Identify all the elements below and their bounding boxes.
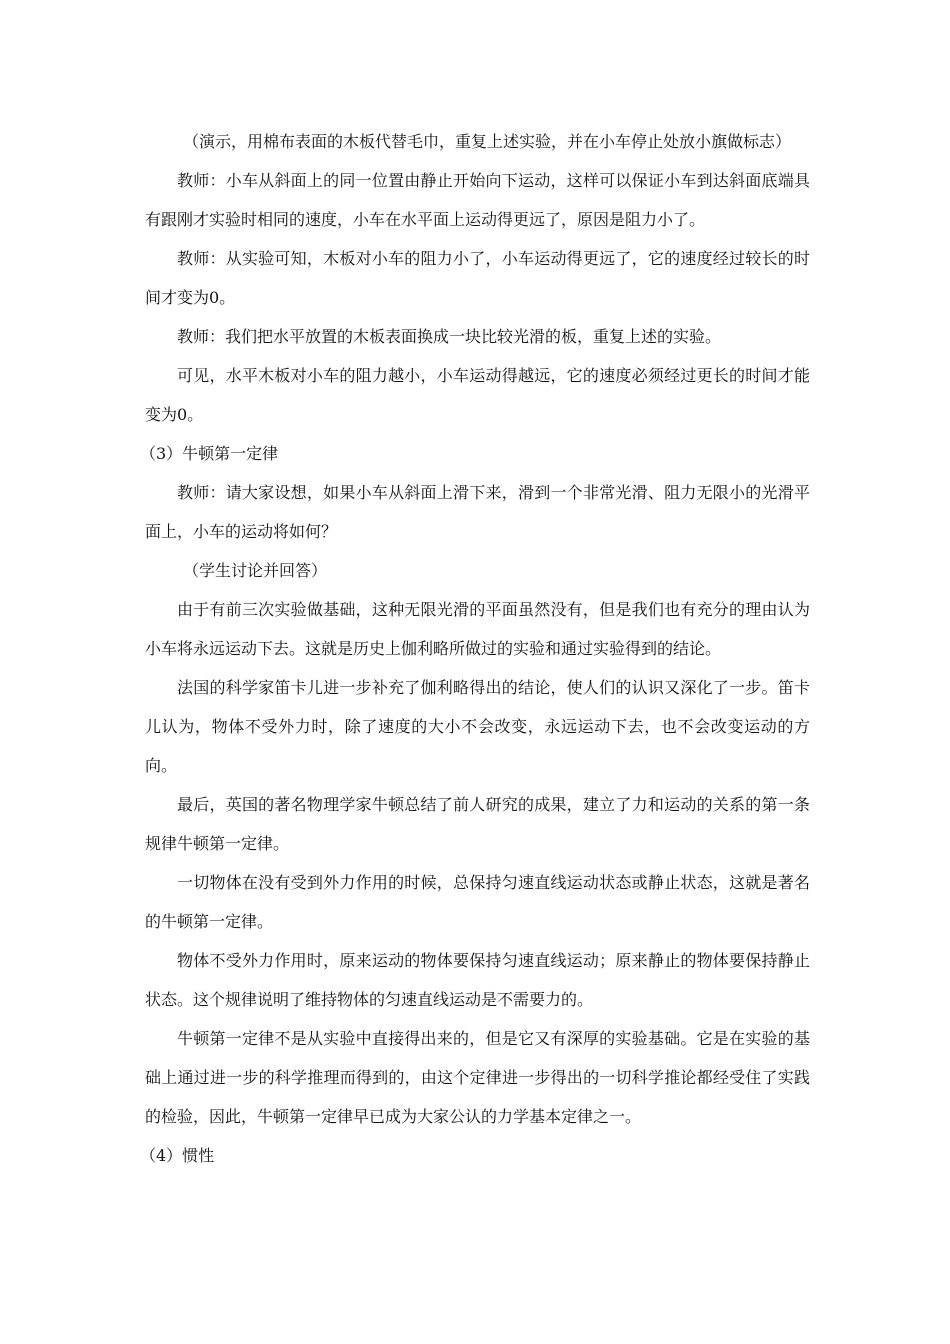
paragraph-galileo: 由于有前三次实验做基础，这种无限光滑的平面虽然没有，但是我们也有充分的理由认为小车将永远运动下去。这就是历史上伽利略所做过的实验和通过实验得到的结论。 (145, 600, 810, 658)
section-heading-newton-first-law: （3）牛顿第一定律 (140, 444, 279, 463)
paragraph-teacher-smooth-board: 教师：我们把水平放置的木板表面换成一块比较光滑的板，重复上述的实验。 (177, 327, 722, 346)
paragraph-descartes: 法国的科学家笛卡儿进一步补充了伽利略得出的结论，使人们的认识又深化了一步。笛卡儿认为，物体不受外力时，除了速度的大小不会改变，永远运动下去，也不会改变运动的方向。 (145, 678, 810, 775)
paragraph-conclusion-resistance: 可见，水平木板对小车的阻力越小，小车运动得越远，它的速度必须经过更长的时间才能变为0。 (145, 366, 810, 424)
paragraph-law-basis: 牛顿第一定律不是从实验中直接得出来的，但是它又有深厚的实验基础。它是在实验的基础上通过进一步的科学推理而得到的，由这个定律进一步得出的一切科学推论都经受住了实践的检验，因此，牛顿第一定律早已成为大家公认的力学基本定律之一。 (145, 1029, 810, 1126)
paragraph-law-statement: 一切物体在没有受到外力作用的时候，总保持匀速直线运动状态或静止状态，这就是著名的牛顿第一定律。 (145, 873, 810, 931)
document-body (140, 122, 810, 1175)
paragraph-teacher-imagine: 教师：请大家设想，如果小车从斜面上滑下来，滑到一个非常光滑、阻力无限小的光滑平面上，小车的运动将如何？ (145, 483, 810, 541)
paragraph-teacher-less-resistance: 教师：从实验可知，木板对小车的阻力小了，小车运动得更远了，它的速度经过较长的时间才变为0。 (145, 249, 810, 307)
paragraph-teacher-same-speed: 教师：小车从斜面上的同一位置由静止开始向下运动，这样可以保证小车到达斜面底端具有跟刚才实验时相同的速度，小车在水平面上运动得更远了，原因是阻力小了。 (145, 171, 810, 229)
section-heading-inertia: （4）惯性 (140, 1146, 215, 1165)
paragraph-demo-cotton: （演示，用棉布表面的木板代替毛巾，重复上述实验，并在小车停止处放小旗做标志） (183, 132, 792, 151)
paragraph-student-discussion: （学生讨论并回答） (183, 561, 328, 580)
paragraph-newton-summary: 最后，英国的著名物理学家牛顿总结了前人研究的成果，建立了力和运动的关系的第一条规律牛顿第一定律。 (145, 795, 810, 853)
paragraph-law-explanation: 物体不受外力作用时，原来运动的物体要保持匀速直线运动；原来静止的物体要保持静止状态。这个规律说明了维持物体的匀速直线运动是不需要力的。 (145, 951, 810, 1009)
